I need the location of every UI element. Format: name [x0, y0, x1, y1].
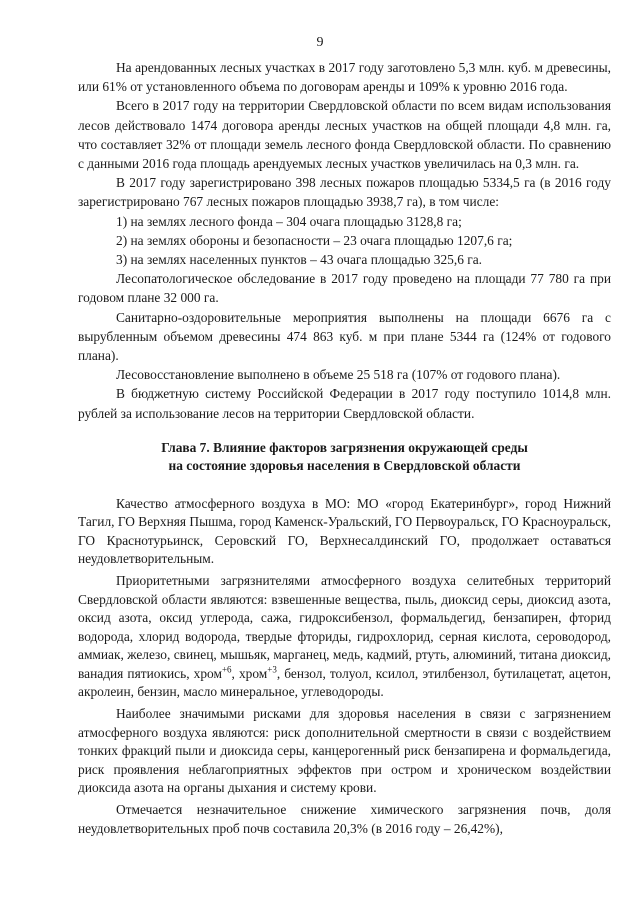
paragraph-lease-contracts: Всего в 2017 году на территории Свердловской области по всем видам использования лесов действовало 1474 договора аренды лесных участков на общей площади 4,8 млн. га, что составляет 32% от площади земель лесного фонда Свердловской области. По сравнению с данными 2016 года площадь арендуемых лесных участков увеличилась на 0,3 млн. га. — [78, 98, 611, 172]
list-item-forest-fund: 1) на землях лесного фонда – 304 очага площадью 3128,8 га; — [116, 213, 462, 229]
paragraph-budget-revenue: В бюджетную систему Российской Федерации в 2017 году поступило 1014,8 млн. рублей за использование лесов на территории Свердловской области. — [78, 386, 611, 421]
chromium-6-superscript: +6 — [221, 664, 232, 675]
chapter-body — [78, 495, 611, 838]
page-number: 9 — [316, 35, 324, 50]
pollutants-text-b: , хром — [231, 665, 268, 681]
paragraph-sanitary-measures: Санитарно-оздоровительные мероприятия выполнены на площади 6676 га с вырубленным объемом древесины 474 863 куб. м при плане 5344 га (124% от годового плана). — [78, 309, 611, 364]
pollutants-text-c: , бензол, толуол, ксилол, этилбензол, бутилацетат, ацетон, акролеин, бензин, масло минеральное, углеводороды. — [78, 665, 611, 699]
chapter-heading — [78, 439, 611, 475]
paragraph-forest-fires: В 2017 году зарегистрировано 398 лесных пожаров площадью 5334,5 га (в 2016 году зарегистрировано 767 лесных пожаров площадью 3938,7 га), в том числе: — [78, 175, 611, 210]
paragraph-reforestation: Лесовосстановление выполнено в объеме 25 518 га (107% от годового плана). — [116, 367, 561, 383]
pollutants-text-a: Приоритетными загрязнителями атмосферного воздуха селитебных территорий Свердловской области являются: взвешенные вещества, пыль, диоксид серы, диоксид азота, оксид азота, оксид углерода, сажа, гидроксибензол, формальдегид, бензапирен, фторид водорода, хлорид водорода, твердые фториды, гидрохлорид, серная кислота, сероводород, аммиак, железо, свинец, мышьяк, марганец, медь, кадмий, ртуть, алюминий, титана диоксид, ванадия пятиокись, хром — [78, 573, 611, 681]
paragraph-air-quality: Качество атмосферного воздуха в МО: МО «город Екатеринбург», город Нижний Тагил, ГО Верхняя Пышма, город Каменск-Уральский, ГО Первоуральск, ГО Красноуральск, ГО Краснотурьинск, Серовский ГО, Верхнесалдинский ГО, продолжает оставаться неудовлетворительным. — [78, 495, 611, 567]
document-body — [78, 58, 611, 838]
paragraph-health-risks: Наиболее значимыми рисками для здоровья населения в связи с загрязнением атмосферного воздуха являются: риск дополнительной смертности в связи с воздействием тонких фракций пыли и диоксида серы, канцерогенный риск бензапирена и формальдегида, риск проявления неблагоприятных эффектов при остром и хроническом воздействии диоксида азота на органы дыхания и систему крови. — [78, 706, 611, 795]
paragraph-soil-pollution: Отмечается незначительное снижение химического загрязнения почв, доля неудовлетворительных проб почв составила 20,3% (в 2016 году – 26,42%), — [78, 802, 611, 836]
paragraph-pathology-survey: Лесопатологическое обследование в 2017 году проведено на площади 77 780 га при годовом плане 32 000 га. — [78, 271, 611, 306]
paragraph-priority-pollutants — [78, 572, 611, 701]
list-item-defense-lands: 2) на землях обороны и безопасности – 23 очага площадью 1207,6 га; — [116, 232, 513, 248]
chromium-3-superscript: +3 — [267, 664, 277, 675]
paragraph-lease-harvest: На арендованных лесных участках в 2017 году заготовлено 5,3 млн. куб. м древесины, или 61% от установленного объема по договорам аренды и 109% к уровню 2016 года. — [78, 60, 611, 95]
list-item-settlement-lands: 3) на землях населенных пунктов – 43 очага площадью 325,6 га. — [116, 252, 483, 268]
chapter-heading-line-1: Глава 7. Влияние факторов загрязнения окружающей среды — [161, 439, 528, 455]
chapter-heading-line-2: на состояние здоровья населения в Свердловской области — [168, 457, 521, 473]
